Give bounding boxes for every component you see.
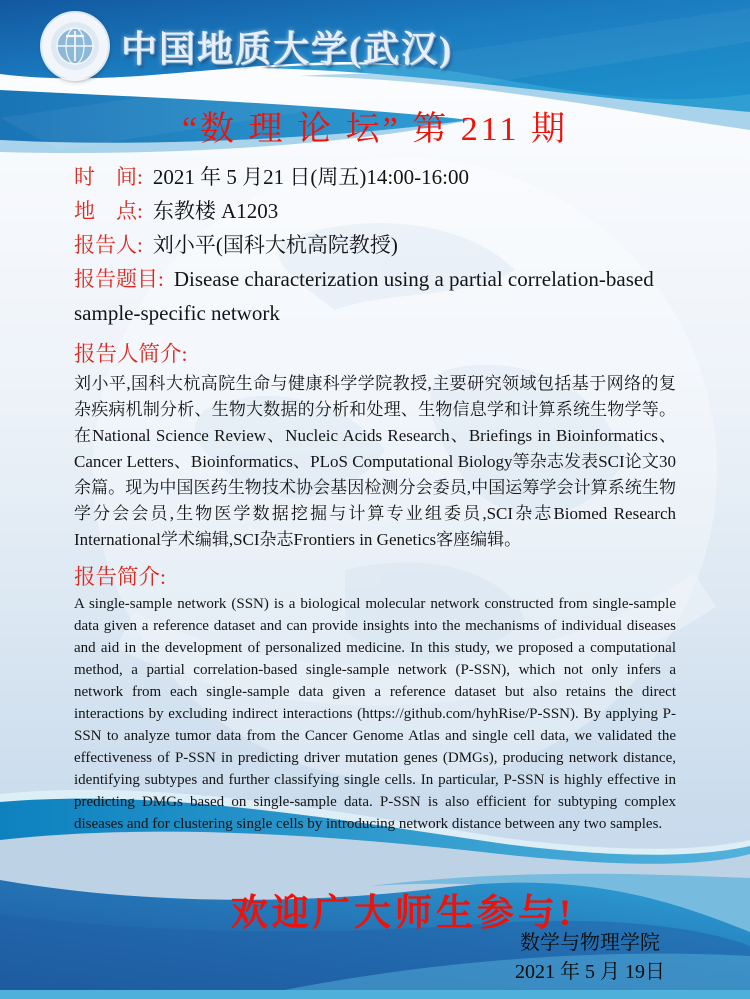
detail-row-location	[74, 194, 676, 228]
organizer-name: 数学与物理学院	[520, 932, 660, 954]
abstract-text: A single-sample network (SSN) is a biological molecular network constructed from single-sample data given a reference dataset and can provide insights into the mechanisms of individual diseases and aid in the development of personalized medicine. In this study, we proposed a computational method, a partial correlation-based single-sample network (P-SSN), which not only infers a network from each single-sample data given a reference dataset but also retains the direct interactions by excluding indirect interactions (https://github.com/hyhRise/P-SSN). By applying P-SSN to analyze tumor data from the Cancer Genome Atlas and single cell data, we validated the effectiveness of P-SSN in predicting driver mutation genes (DMGs), producing network distance, identifying subtypes and further classifying single cells. In particular, P-SSN is highly effective in predicting DMGs based on single-sample data. P-SSN is also efficient for subtyping complex diseases and for clustering single cells by introducing network distance between any two samples.	[74, 596, 676, 832]
topic-label: 报告题目:	[74, 267, 164, 291]
time-label: 时 间:	[74, 165, 143, 189]
poster-date: 2021 年 5 月 19日	[515, 961, 665, 983]
detail-row-time	[74, 160, 676, 194]
university-name: 中国地质大学(武汉)	[121, 28, 453, 69]
location-value: 东教楼 A1203	[152, 199, 279, 223]
detail-row-speaker	[74, 228, 676, 262]
time-value: 2021 年 5 月21 日(周五)14:00-16:00	[152, 165, 469, 189]
location-label: 地 点:	[74, 199, 143, 223]
seminar-details	[74, 160, 676, 330]
detail-row-topic	[74, 262, 676, 330]
speaker-bio-text: 刘小平,国科大杭高院生命与健康科学学院教授,主要研究领域包括基于网络的复杂疾病机制分析、生物大数据的分析和处理、生物信息学和计算系统生物学等。在National Science Review、Nucleic Acids Research、Briefings in Bioinformatics、Cancer Letters、Bioinformatics、PLoS Computational Biology等杂志发表SCI论文30余篇。现为中国医药生物技术协会基因检测分会委员,中国运筹学会计算系统生物学分会会员,生物医学数据挖掘与计算专业组委员,SCI杂志Biomed Research International学术编辑,SCI杂志Frontiers in Genetics客座编辑。	[74, 374, 676, 549]
topic-value: Disease characterization using a partial correlation-based sample-specific network	[74, 267, 654, 325]
signature-block	[450, 929, 730, 987]
speaker-value: 刘小平(国科大杭高院教授)	[152, 233, 398, 257]
speaker-label: 报告人:	[74, 233, 143, 257]
abstract-heading: 报告简介:	[74, 565, 166, 589]
welcome-message: 欢迎广大师生参与!	[230, 893, 576, 934]
forum-title: “数 理 论 坛” 第 211 期	[182, 111, 568, 148]
speaker-bio-heading: 报告人简介:	[74, 342, 188, 366]
